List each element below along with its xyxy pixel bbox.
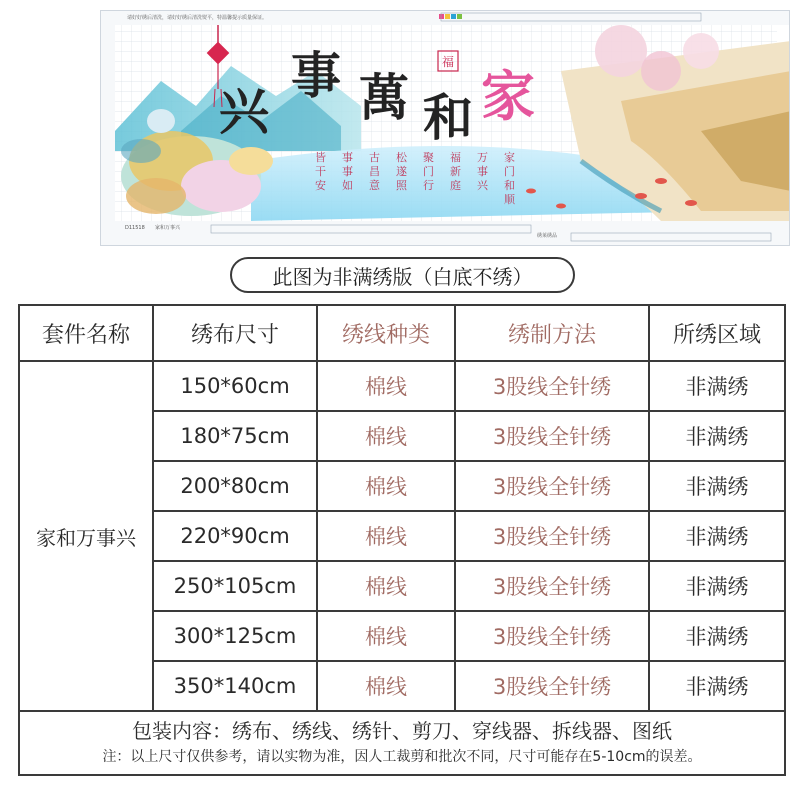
poem-column: 福新庭 bbox=[450, 151, 461, 192]
header-thread-type: 绣线种类 bbox=[317, 305, 455, 361]
caption-pill: 此图为非满绣版（白底不绣） bbox=[230, 257, 575, 293]
poem-column: 古昌意 bbox=[369, 151, 380, 192]
preview-header-note: 请好好绣后清洗，请好好绣后清洗熨平，特温馨提示质量保证。 bbox=[127, 15, 268, 21]
thread-type-cell: 棉线 bbox=[317, 561, 455, 611]
poem-column: 聚门行 bbox=[423, 151, 434, 192]
stitch-method-cell: 3股线全针绣 bbox=[455, 611, 649, 661]
fabric-size-cell: 350*140cm bbox=[153, 661, 317, 711]
stitch-method-cell: 3股线全针绣 bbox=[455, 561, 649, 611]
fabric-size-cell: 300*125cm bbox=[153, 611, 317, 661]
pattern-code-label: D11518 bbox=[125, 225, 145, 231]
fabric-size-cell: 220*90cm bbox=[153, 511, 317, 561]
thread-type-cell: 棉线 bbox=[317, 611, 455, 661]
header-kit-name: 套件名称 bbox=[19, 305, 153, 361]
size-note: 注：以上尺寸仅供参考，请以实物为准，因人工裁剪和批次不同，尺寸可能存在5-10cm的误差。 bbox=[102, 749, 702, 765]
table-row bbox=[19, 361, 785, 411]
brand-label: 绣莱绣品 bbox=[537, 233, 558, 239]
main-char-4: 和 bbox=[423, 88, 473, 147]
main-char-2: 事 bbox=[291, 46, 341, 105]
pattern-preview-image bbox=[100, 10, 790, 246]
stitch-area-cell: 非满绣 bbox=[649, 561, 785, 611]
spec-table bbox=[18, 304, 786, 776]
header-fabric-size: 绣布尺寸 bbox=[153, 305, 317, 361]
fabric-size-cell: 150*60cm bbox=[153, 361, 317, 411]
stitch-area-cell: 非满绣 bbox=[649, 661, 785, 711]
stitch-area-cell: 非满绣 bbox=[649, 411, 785, 461]
poem-column: 松遂照 bbox=[396, 151, 407, 192]
main-char-3: 萬 bbox=[359, 68, 409, 127]
stitch-method-cell: 3股线全针绣 bbox=[455, 461, 649, 511]
main-char-1: 兴 bbox=[219, 82, 269, 141]
package-contents: 包装内容：绣布、绣线、绣针、剪刀、穿线器、拆线器、图纸 bbox=[132, 719, 672, 743]
fabric-size-cell: 180*75cm bbox=[153, 411, 317, 461]
poem-column: 家门和顺 bbox=[504, 151, 515, 206]
poem-column: 事事如 bbox=[342, 151, 353, 192]
thread-type-cell: 棉线 bbox=[317, 511, 455, 561]
poem-column: 万事兴 bbox=[477, 151, 488, 192]
footer-cell bbox=[19, 711, 785, 775]
thread-type-cell: 棉线 bbox=[317, 411, 455, 461]
stitch-area-cell: 非满绣 bbox=[649, 361, 785, 411]
kit-name-cell: 家和万事兴 bbox=[19, 361, 153, 711]
stitch-method-cell: 3股线全针绣 bbox=[455, 661, 649, 711]
pattern-title-label: 家和万事兴 bbox=[155, 225, 181, 231]
stitch-area-cell: 非满绣 bbox=[649, 611, 785, 661]
header-stitch-area: 所绣区域 bbox=[649, 305, 785, 361]
poem-column: 皆干安 bbox=[315, 151, 326, 192]
stitch-method-cell: 3股线全针绣 bbox=[455, 511, 649, 561]
footer-row bbox=[19, 711, 785, 775]
thread-type-cell: 棉线 bbox=[317, 361, 455, 411]
header-stitch-method: 绣制方法 bbox=[455, 305, 649, 361]
stitch-method-cell: 3股线全针绣 bbox=[455, 361, 649, 411]
main-char-5: 家 bbox=[481, 64, 535, 128]
seal-char: 福 bbox=[442, 55, 455, 69]
stitch-area-cell: 非满绣 bbox=[649, 461, 785, 511]
fabric-size-cell: 200*80cm bbox=[153, 461, 317, 511]
stitch-method-cell: 3股线全针绣 bbox=[455, 411, 649, 461]
thread-type-cell: 棉线 bbox=[317, 661, 455, 711]
thread-type-cell: 棉线 bbox=[317, 461, 455, 511]
table-header-row bbox=[19, 305, 785, 361]
stitch-area-cell: 非满绣 bbox=[649, 511, 785, 561]
fabric-size-cell: 250*105cm bbox=[153, 561, 317, 611]
